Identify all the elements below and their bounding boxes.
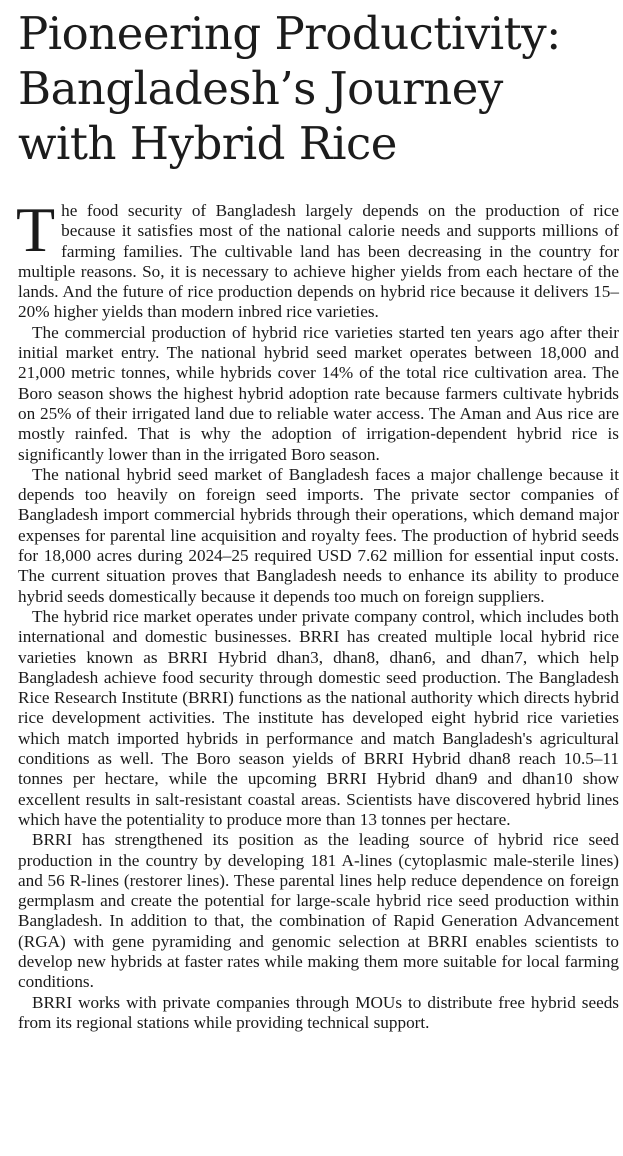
headline-line-1: Pioneering Productivity: [18, 7, 561, 60]
paragraph-1 [16, 194, 619, 323]
paragraph-4: The hybrid rice market operates under private company control, which includes both international and domestic businesses. BRRI has created multiple local hybrid rice varieties known as BRRI Hybrid dhan3, dhan8, dhan6, and dhan7, which help Bangladesh achieve food security through domestic seed production. The Bangladesh Rice Research Institute (BRRI) functions as the national authority which directs hybrid rice development activities. The institute has developed eight hybrid rice varieties which match imported hybrids in performance and match Bangladesh's agricultural conditions as well. The Boro season yields of BRRI Hybrid dhan8 reach 10.5–11 tonnes per hectare, while the upcoming BRRI Hybrid dhan9 and dhan10 show excellent results in salt-resistant coastal areas. Scientists have discovered hybrid lines which have the potentiality to produce more than 13 tonnes per hectare. [18, 606, 619, 829]
headline-line-3: with Hybrid Rice [18, 117, 397, 170]
drop-cap: T [16, 194, 56, 265]
paragraph-5: BRRI has strengthened its position as the leading source of hybrid rice seed production in the country by developing 181 A-lines (cytoplasmic male-sterile lines) and 56 R-lines (restorer lines). These parental lines help reduce dependence on foreign germplasm and create the potential for large-scale hybrid rice seed production within Bangladesh. In addition to that, the combination of Rapid Generation Advancement (RGA) with gene pyramiding and genomic selection at BRRI enables scientists to develop new hybrids at faster rates while making them more suitable for local farming conditions. [18, 830, 619, 992]
paragraph-6: BRRI works with private companies through MOUs to distribute free hybrid seeds from its regional stations while providing technical support. [18, 992, 619, 1032]
paragraph-3: The national hybrid seed market of Bangladesh faces a major challenge because it depends too heavily on foreign seed imports. The private sector companies of Bangladesh import commercial hybrids through their operations, which demand major expenses for parental line acquisition and royalty fees. The production of hybrid seeds for 18,000 acres during 2024–25 required USD 7.62 million for essential input costs. The current situation proves that Bangladesh needs to enhance its ability to produce hybrid seeds domestically because it depends too much on foreign suppliers. [18, 464, 619, 606]
paragraph-1-text: he food security of Bangladesh largely depends on the production of rice because it satisfies most of the national calorie needs and supports millions of farming families. The cultivable land has been decreasing in the country for multiple reasons. So, it is necessary to achieve higher yields from each hectare of the lands. And the future of rice production depends on hybrid rice because it delivers 15–20% higher yields than modern inbred rice varieties. [18, 201, 619, 322]
headline [18, 6, 619, 171]
headline-line-2: Bangladesh’s Journey [18, 62, 503, 115]
paragraph-2: The commercial production of hybrid rice varieties started ten years ago after their initial market entry. The national hybrid seed market operates between 18,000 and 21,000 metric tonnes, while hybrids cover 14% of the total rice cultivation area. The Boro season shows the highest hybrid adoption rate because farmers cultivate hybrids on 25% of their irrigated land due to reliable water access. The Aman and Aus rice are mostly rainfed. That is why the adoption of irrigation-dependent hybrid rice is significantly lower than in the irrigated Boro season. [18, 322, 619, 464]
article-body [16, 194, 619, 1033]
